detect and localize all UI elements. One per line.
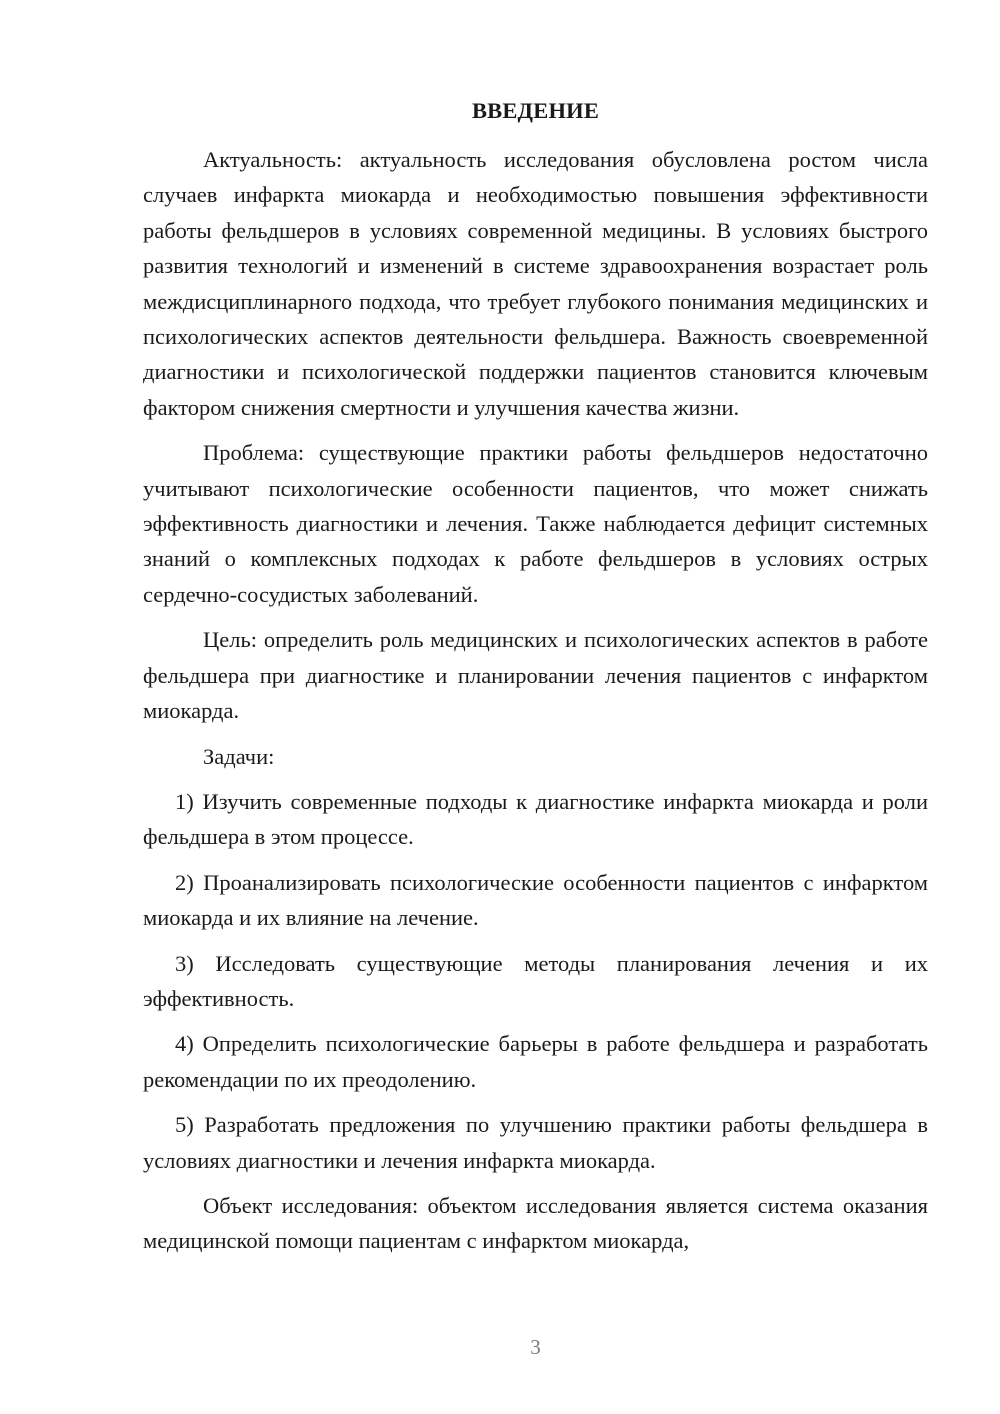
paragraph-relevance: Актуальность: актуальность исследования обусловлена ростом числа случаев инфаркта миокарда и необходимостью повышения эффективности работы фельдшеров в условиях современной медицины. В условиях быстрого развития технологий и изменений в системе здравоохранения возрастает роль междисциплинарного подхода, что требует глубокого понимания медицинских и психологических аспектов деятельности фельдшера. Важность своевременной диагностики и психологической поддержки пациентов становится ключевым фактором снижения смертности и улучшения качества жизни.: [143, 147, 928, 420]
task-item-3: 3) Исследовать существующие методы планирования лечения и их эффективность.: [143, 950, 928, 1011]
paragraph-problem: Проблема: существующие практики работы фельдшеров недостаточно учитывают психологические особенности пациентов, что может снижать эффективность диагностики и лечения. Также наблюдается дефицит системных знаний о комплексных подходах к работе фельдшеров в условиях острых сердечно-сосудистых заболеваний.: [143, 440, 928, 607]
section-heading: ВВЕДЕНИЕ: [471, 98, 600, 123]
task-item-2: 2) Проанализировать психологические особенности пациентов с инфарктом миокарда и их влияние на лечение.: [143, 869, 928, 931]
task-item-1: 1) Изучить современные подходы к диагностике инфаркта миокарда и роли фельдшера в этом процессе.: [143, 788, 928, 850]
paragraph-object: Объект исследования: объектом исследования является система оказания медицинской помощи пациентам с инфарктом миокарда,: [143, 1192, 928, 1254]
task-item-4: 4) Определить психологические барьеры в работе фельдшера и разработать рекомендации по их преодолению.: [143, 1031, 928, 1092]
body-text: [143, 142, 928, 1269]
page-number: 3: [530, 1335, 541, 1359]
paragraph-goal: Цель: определить роль медицинских и психологических аспектов в работе фельдшера при диагностике и планировании лечения пациентов с инфарктом миокарда.: [143, 627, 928, 724]
task-item-5: 5) Разработать предложения по улучшению практики работы фельдшера в условиях диагностики и лечения инфаркта миокарда.: [143, 1112, 928, 1173]
tasks-label: Задачи:: [203, 743, 275, 769]
document-page: [143, 0, 928, 1414]
